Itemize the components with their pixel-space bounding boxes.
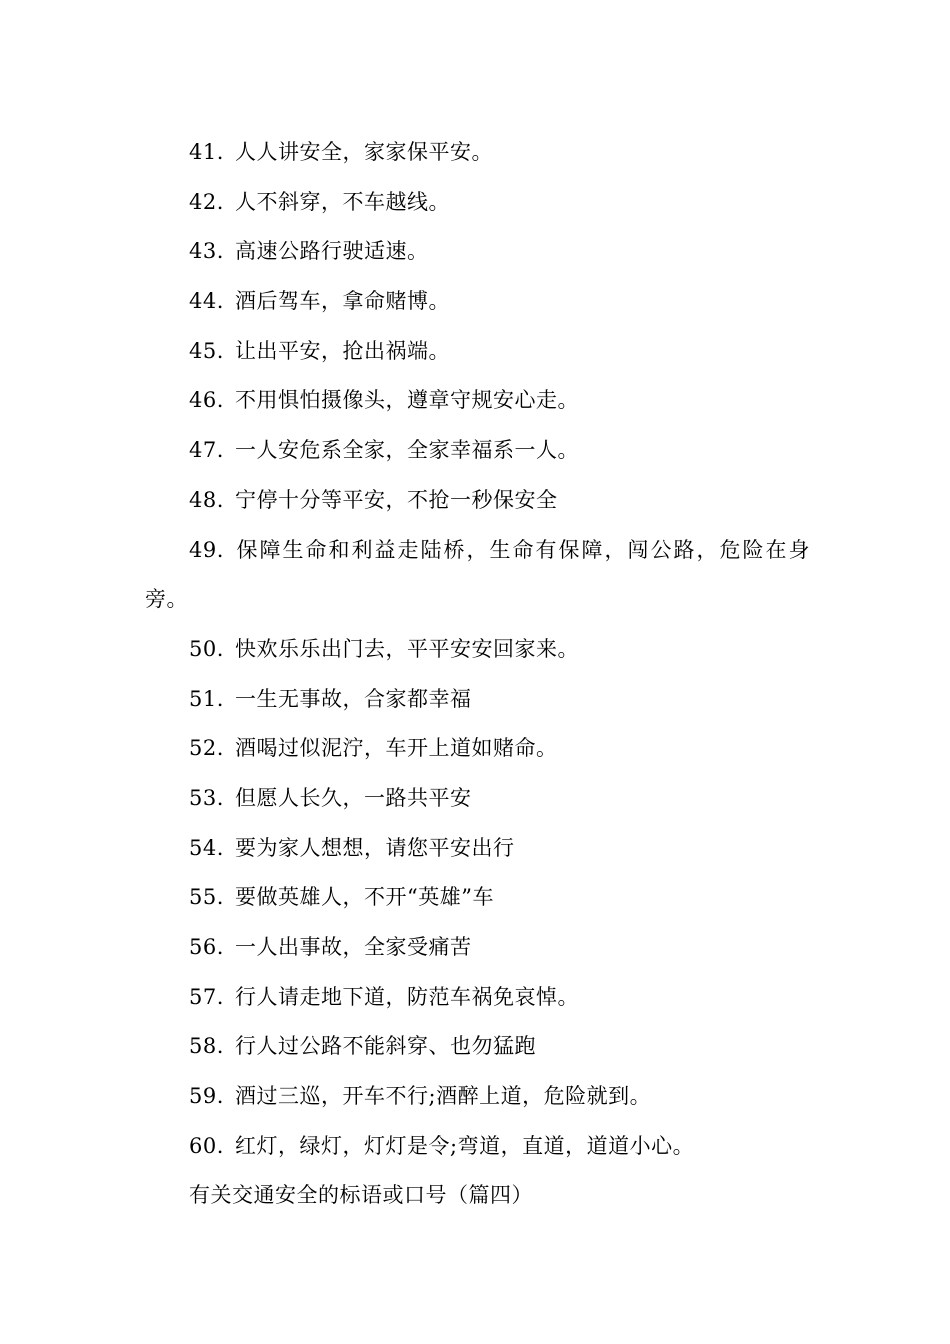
item-number: 48. <box>189 487 224 512</box>
item-number: 54. <box>189 835 224 860</box>
item-text: 保障生命和利益走陆桥，生命有保障，闯公路，危险在身旁。 <box>145 537 810 612</box>
section-heading: 有关交通安全的标语或口号（篇四） <box>189 1183 533 1208</box>
item-number: 47. <box>189 438 224 463</box>
item-text: 红灯，绿灯，灯灯是令;弯道，直道，道道小心。 <box>235 1133 695 1158</box>
item-text: 要为家人想想，请您平安出行 <box>235 835 515 860</box>
item-text: 高速公路行驶适速。 <box>235 239 429 264</box>
list-item-wrapped <box>145 526 810 625</box>
list-item <box>145 376 810 426</box>
list-item <box>145 774 810 824</box>
item-number: 53. <box>189 785 224 810</box>
list-item <box>145 1122 810 1172</box>
item-text: 酒过三巡，开车不行;酒醉上道，危险就到。 <box>235 1084 652 1109</box>
list-item <box>145 675 810 725</box>
item-text: 行人过公路不能斜穿、也勿猛跑 <box>235 1034 536 1059</box>
list-item <box>145 824 810 874</box>
item-number: 55. <box>189 885 224 910</box>
item-number: 52. <box>189 736 224 761</box>
item-text: 酒喝过似泥泞，车开上道如赌命。 <box>235 736 558 761</box>
item-number: 60. <box>189 1133 224 1158</box>
item-number: 56. <box>189 935 224 960</box>
list-item <box>145 277 810 327</box>
item-text: 一人出事故，全家受痛苦 <box>235 935 472 960</box>
list-item <box>145 1072 810 1122</box>
item-text: 要做英雄人，不开“英雄”车 <box>235 885 494 910</box>
item-number: 58. <box>189 1034 224 1059</box>
item-number: 51. <box>189 686 224 711</box>
item-text: 行人请走地下道，防范车祸免哀悼。 <box>235 984 579 1009</box>
list-item <box>145 973 810 1023</box>
item-number: 44. <box>189 289 224 314</box>
item-number: 45. <box>189 338 224 363</box>
item-number: 41. <box>189 140 224 164</box>
item-number: 49. <box>189 537 224 562</box>
item-number: 42. <box>189 189 224 214</box>
list-item <box>145 1022 810 1072</box>
list-item <box>145 873 810 923</box>
list-item <box>145 227 810 277</box>
list-item <box>145 476 810 526</box>
item-text: 不用惧怕摄像头，遵章守规安心走。 <box>235 388 579 413</box>
item-number: 57. <box>189 984 224 1009</box>
item-number: 50. <box>189 636 224 661</box>
list-item <box>145 426 810 476</box>
item-text: 快欢乐乐出门去，平平安安回家来。 <box>235 636 579 661</box>
item-text: 让出平安，抢出祸端。 <box>235 338 450 363</box>
item-number: 43. <box>189 239 224 264</box>
item-text: 人不斜穿，不车越线。 <box>235 189 450 214</box>
list-item <box>145 327 810 377</box>
item-number: 59. <box>189 1084 224 1109</box>
list-item <box>145 724 810 774</box>
list-item <box>145 923 810 973</box>
list-item <box>145 625 810 675</box>
item-number: 46. <box>189 388 224 413</box>
item-text: 一人安危系全家，全家幸福系一人。 <box>235 438 579 463</box>
list-item <box>145 128 810 178</box>
item-text: 人人讲安全，家家保平安。 <box>235 140 493 164</box>
item-text: 一生无事故，合家都幸福 <box>235 686 472 711</box>
item-text: 宁停十分等平安，不抢一秒保安全 <box>235 487 558 512</box>
item-text: 但愿人长久，一路共平安 <box>235 785 472 810</box>
item-text: 酒后驾车，拿命赌博。 <box>235 289 450 314</box>
slogan-list <box>145 128 810 1221</box>
list-item <box>145 178 810 228</box>
